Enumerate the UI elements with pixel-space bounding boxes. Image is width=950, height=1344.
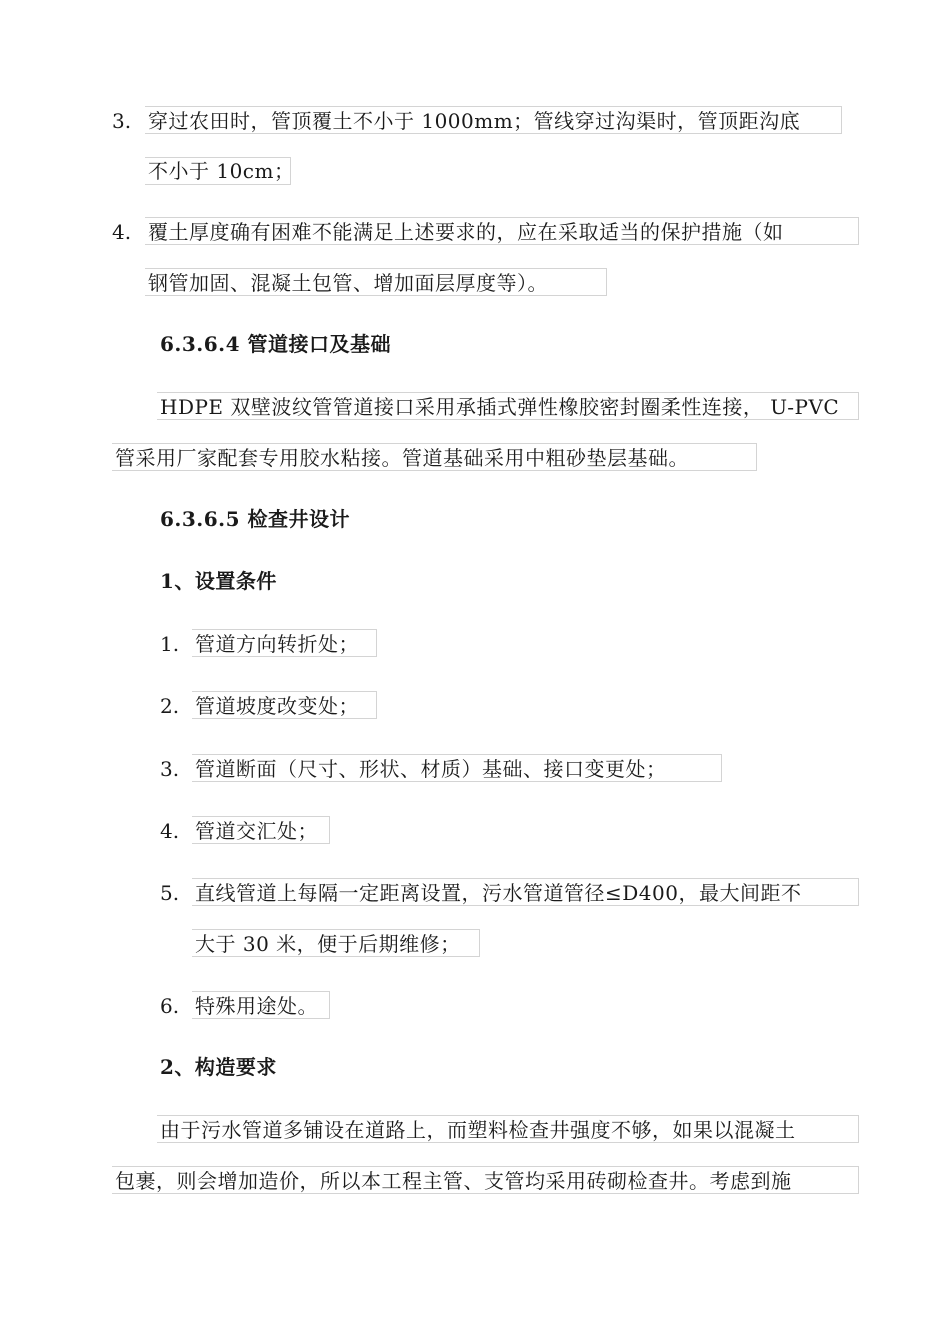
paragraph-line: 包裹，则会增加造价，所以本工程主管、支管均采用砖砌检查井。考虑到施 <box>115 1169 792 1193</box>
list-item-text: 管道方向转折处； <box>195 632 359 656</box>
list-item-text: 不小于 10cm； <box>148 159 295 183</box>
list-item-number: 2. <box>160 694 180 718</box>
subsection-heading: 1、设置条件 <box>160 569 277 593</box>
list-item-number: 3. <box>160 757 180 781</box>
subsection-heading: 2、构造要求 <box>160 1055 277 1079</box>
list-item-text: 钢管加固、混凝土包管、增加面层厚度等）。 <box>148 271 548 295</box>
paragraph-line: 由于污水管道多铺设在道路上，而塑料检查井强度不够，如果以混凝土 <box>160 1118 796 1142</box>
list-item-number: 4. <box>112 220 132 244</box>
list-item-text: 覆土厚度确有困难不能满足上述要求的，应在采取适当的保护措施（如 <box>148 220 784 244</box>
list-item-text: 大于 30 米，便于后期维修； <box>195 932 461 956</box>
list-item-number: 1. <box>160 632 180 656</box>
list-item-text: 特殊用途处。 <box>195 994 318 1018</box>
list-item-text: 穿过农田时，管顶覆土不小于 1000mm；管线穿过沟渠时，管顶距沟底 <box>148 109 801 133</box>
list-item-text: 管道交汇处； <box>195 819 318 843</box>
section-heading: 6.3.6.4 管道接口及基础 <box>160 332 392 356</box>
list-item-number: 3. <box>112 109 132 133</box>
list-item-text: 直线管道上每隔一定距离设置，污水管道管径≤D400，最大间距不 <box>195 881 802 905</box>
list-item-text: 管道坡度改变处； <box>195 694 359 718</box>
list-item-text: 管道断面（尺寸、形状、材质）基础、接口变更处； <box>195 757 667 781</box>
list-item-number: 6. <box>160 994 180 1018</box>
paragraph-line: HDPE 双壁波纹管管道接口采用承插式弹性橡胶密封圈柔性连接， U-PVC <box>160 395 840 419</box>
list-item-number: 4. <box>160 819 180 843</box>
list-item-number: 5. <box>160 881 180 905</box>
paragraph-line: 管采用厂家配套专用胶水粘接。管道基础采用中粗砂垫层基础。 <box>115 446 689 470</box>
section-heading: 6.3.6.5 检查井设计 <box>160 507 351 531</box>
